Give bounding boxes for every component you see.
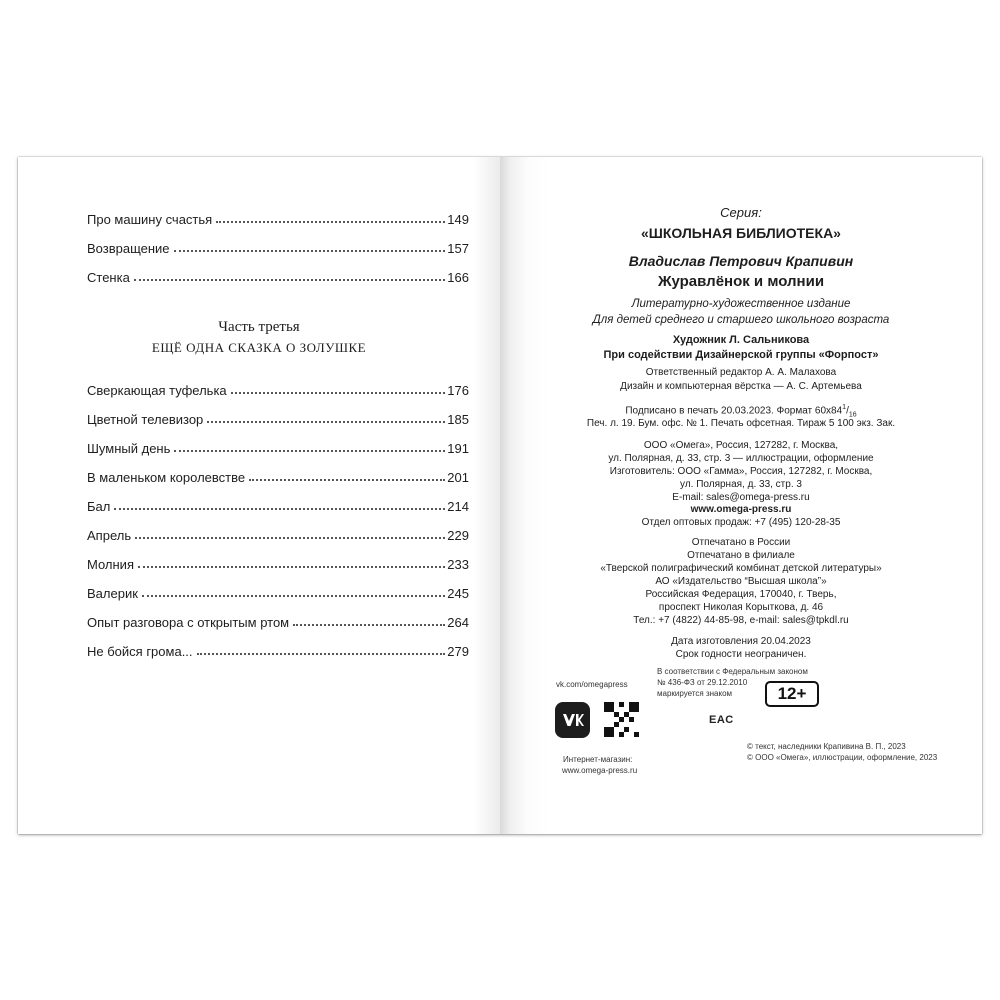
toc-entry [87,610,469,630]
toc-entry [87,378,469,398]
toc-title: Опыт разговора с открытым ртом [87,615,290,630]
toc-entry [87,436,469,456]
toc-page-number: 279 [447,644,469,659]
law-line-3: маркируется знаком [657,689,733,698]
toc-leader [231,392,446,394]
toc-leader [134,279,445,281]
toc-page-number: 176 [447,383,469,398]
toc-title: Молния [87,557,134,572]
toc-title: Шумный день [87,441,171,456]
left-gutter-shadow [474,157,500,834]
email: E-mail: sales@omega-press.ru [672,492,810,503]
vk-logo-icon[interactable] [555,702,590,738]
toc-entry [87,265,469,285]
toc-leader [207,421,445,423]
toc-page-number: 245 [447,586,469,601]
toc-leader [142,595,445,597]
author-name: Владислав Петрович Крапивин [628,253,854,269]
vk-glyph-icon [562,713,584,727]
audience: Для детей среднего и старшего школьного возраста [592,314,890,326]
toc-page-number: 166 [447,270,469,285]
qr-code-icon [604,702,639,737]
law-line-1: В соответствии с Федеральным законом [657,667,808,676]
toc-entry [87,552,469,572]
format-numerator: 1 [842,404,847,411]
toc-page-number: 191 [447,441,469,456]
toc-entry [87,207,469,227]
format-denominator: 16 [848,411,857,419]
toc-leader [138,566,445,568]
toc-entry [87,465,469,485]
toc-leader [114,508,445,510]
toc-page-number: 229 [447,528,469,543]
toc-leader [216,221,445,223]
toc-entry [87,523,469,543]
toc-title: Валерик [87,586,138,601]
manufacturer-2: ул. Полярная, д. 33, стр. 3 [680,479,802,490]
toc-page-number: 201 [447,470,469,485]
printer-contacts: Тел.: +7 (4822) 44-85-98, e-mail: sales@tpkdl.ru [633,615,849,626]
toc-page-number: 214 [447,499,469,514]
toc-leader [293,624,445,626]
toc-title: Апрель [87,528,132,543]
copyright-illustrations: © ООО «Омега», иллюстрации, оформление, 2023 [747,753,938,762]
manufacture-date: Дата изготовления 20.04.2023 [671,636,811,647]
toc-title: В маленьком королевстве [87,470,246,485]
toc-page-number: 149 [447,212,469,227]
toc-title: Не бойся грома... [87,644,193,659]
printer-company: АО «Издательство “Высшая школа”» [655,576,827,587]
toc-entry [87,236,469,256]
part-title: ЕЩЁ ОДНА СКАЗКА О ЗОЛУШКЕ [151,340,367,355]
signed-to-print: Подписано в печать 20.03.2023. Формат $60х84^1/_{16}$ [625,404,857,419]
assistance: При содействии Дизайнерской группы «Форпост» [603,349,879,361]
signed-text: Подписано в печать 20.03.2023. Формат 60х84 [625,405,843,417]
shelf-life: Срок годности неограничен. [675,649,807,660]
toc-title: Возвращение [87,241,170,256]
law-line-2: № 436-ФЗ от 29.12.2010 [657,678,748,687]
toc-leader [135,537,445,539]
toc-title: Бал [87,499,111,514]
book-spread [18,157,982,834]
toc-entry [87,407,469,427]
shop-url[interactable]: www.omega-press.ru [562,766,638,775]
publisher-address-1: ООО «Омега», Россия, 127282, г. Москва, [643,440,839,451]
eac-mark-icon: EAC [709,714,734,726]
toc-leader [197,653,446,655]
toc-page-number: 233 [447,557,469,572]
publisher-address-2: ул. Полярная, д. 33, стр. 3 — иллюстрации, оформление [608,453,874,464]
series-name: «ШКОЛЬНАЯ БИБЛИОТЕКА» [641,225,841,241]
toc-page-number: 185 [447,412,469,427]
print-specs: Печ. л. 19. Бум. офс. № 1. Печать офсетная. Тираж 5 100 экз. Зак. [586,418,896,429]
artist: Художник Л. Сальникова [672,334,810,346]
age-rating-badge: 12+ [765,681,819,707]
book-title: Журавлёнок и молнии [657,273,825,290]
printer-address-1: Российская Федерация, 170040, г. Тверь, [645,589,837,600]
printed-in-russia: Отпечатано в России [691,537,791,548]
manufacturer-1: Изготовитель: ООО «Гамма», Россия, 127282, г. Москва, [609,466,873,477]
design-credit: Дизайн и компьютерная вёрстка — А. С. Артемьева [620,381,862,392]
toc-title: Цветной телевизор [87,412,204,427]
toc-title: Стенка [87,270,130,285]
editor: Ответственный редактор А. А. Малахова [645,367,837,378]
shop-label: Интернет-магазин: [563,755,633,764]
toc-page-number: 264 [447,615,469,630]
series-label: Серия: [720,205,762,220]
printed-branch: Отпечатано в филиале [687,550,795,561]
vk-url[interactable]: vk.com/omegapress [556,680,628,689]
edition-type: Литературно-художественное издание [631,298,851,310]
copyright-text: © текст, наследники Крапивина В. П., 2023 [747,742,906,751]
left-page [18,157,500,834]
toc-title: Про машину счастья [87,212,213,227]
part-heading: Часть третья [218,319,300,335]
toc-page-number: 157 [447,241,469,256]
toc-entry [87,581,469,601]
toc-leader [249,479,445,481]
website: www.omega-press.ru [690,504,792,515]
toc-leader [174,250,446,252]
wholesale-phone: Отдел оптовых продаж: +7 (495) 120-28-35 [641,517,841,528]
toc-title: Сверкающая туфелька [87,383,227,398]
toc-entry [87,639,469,659]
printer-name: «Тверской полиграфический комбинат детской литературы» [600,563,882,574]
printer-address-2: проспект Николая Корыткова, д. 46 [658,602,824,613]
toc-entry [87,494,469,514]
toc-leader [174,450,445,452]
